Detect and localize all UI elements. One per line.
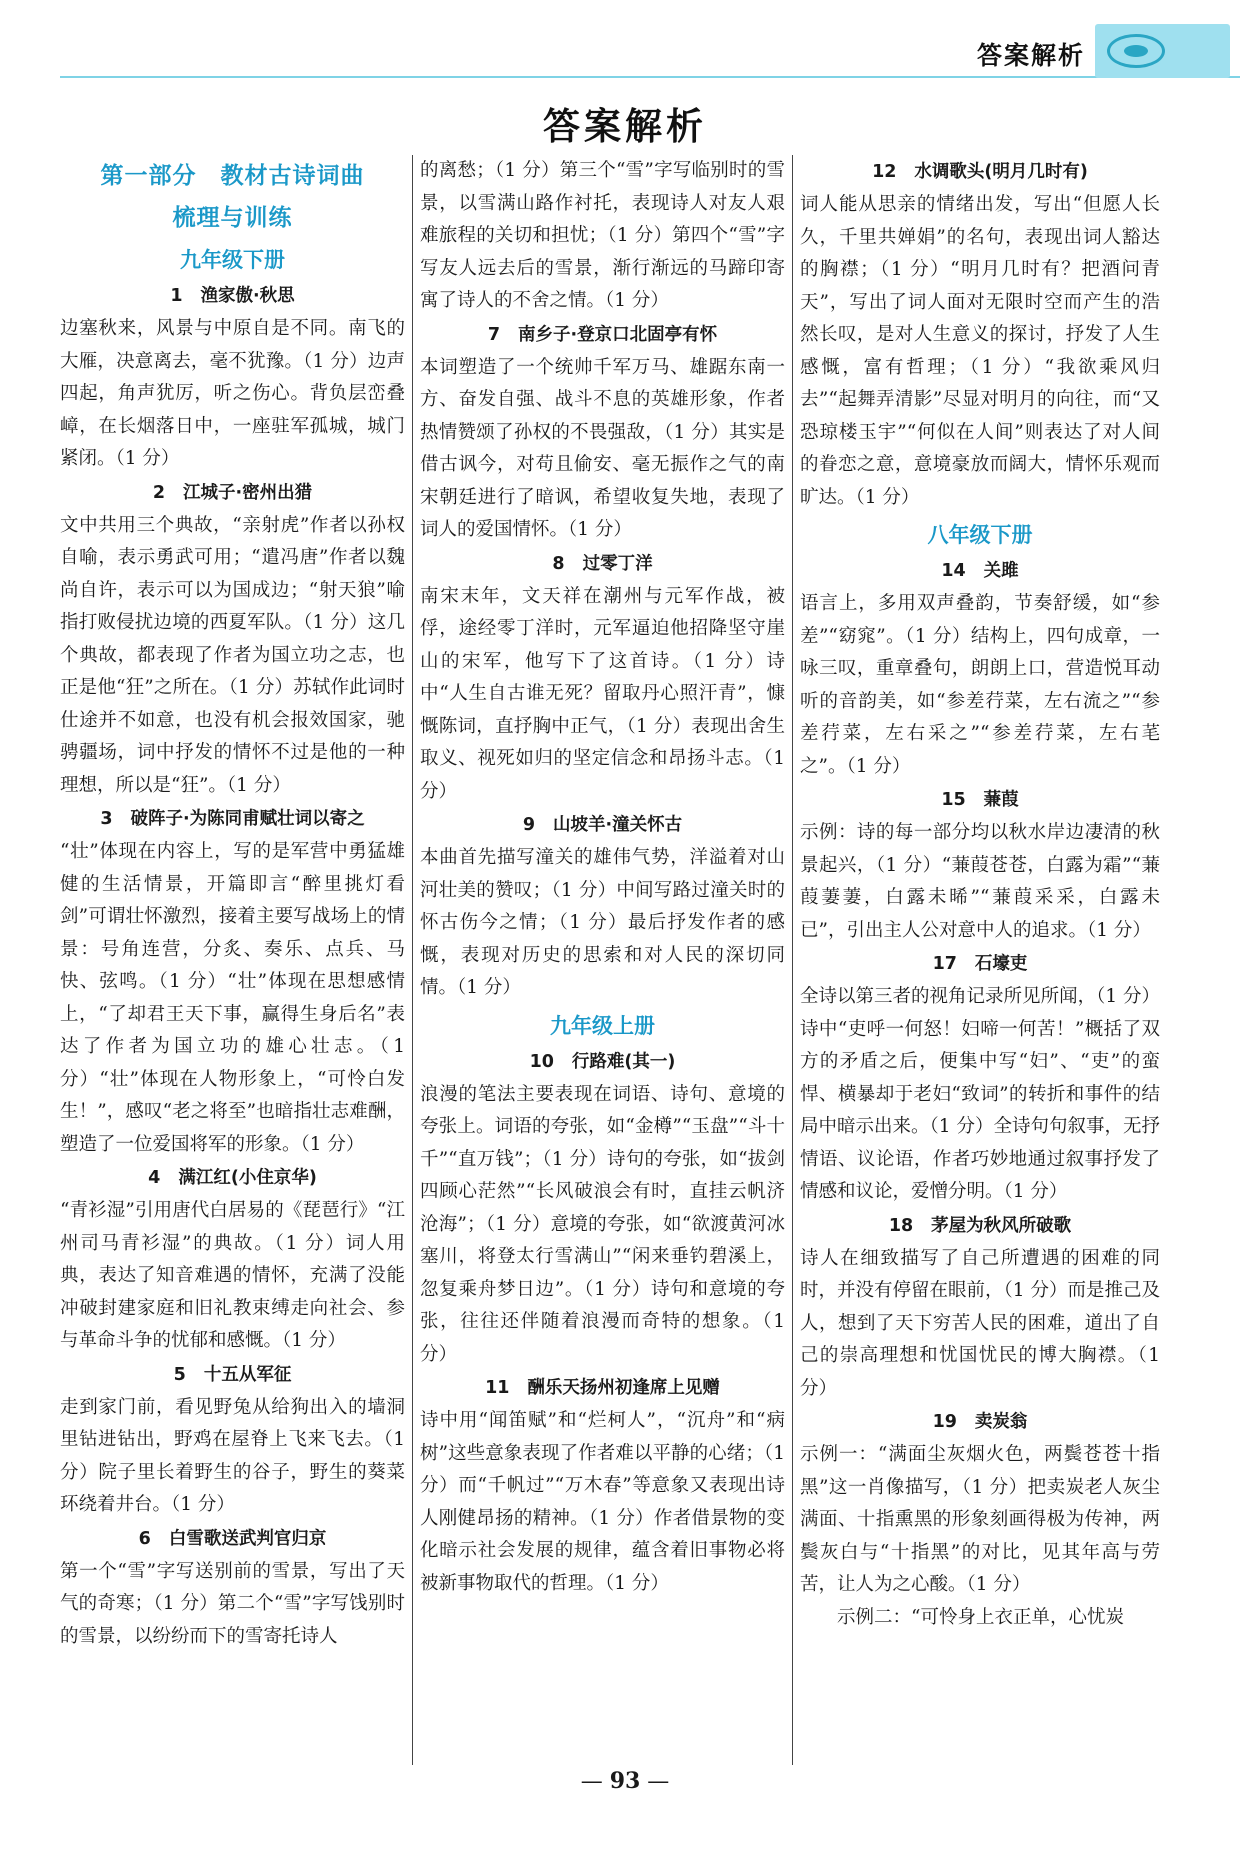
poem-title: 过零丁洋 bbox=[582, 553, 653, 574]
column-divider bbox=[412, 155, 413, 1765]
poem-number: 18 bbox=[888, 1215, 914, 1236]
poem-number: 3 bbox=[100, 809, 113, 829]
poem-number: 14 bbox=[941, 561, 966, 581]
grade-heading: 八年级下册 bbox=[927, 523, 1033, 547]
poem-heading bbox=[800, 947, 1160, 981]
poem-title: 石壕吏 bbox=[974, 954, 1028, 974]
poem-heading bbox=[800, 554, 1160, 588]
header-label: 答案解析 bbox=[976, 41, 1085, 70]
poem-number: 6 bbox=[138, 1528, 151, 1549]
poem-number: 8 bbox=[552, 553, 565, 574]
poem-number: 12 bbox=[872, 162, 897, 182]
answer-paragraph: 的离愁；（1 分）第三个“雪”字写临别时的雪景，以雪满山路作衬托，表现诗人对友人艰难旅程的关切和担忧；（1 分）第四个“雪”字写友人远去后的雪景，渐行渐远的马蹄印寄寓了诗人的不舍之情。（1 分） bbox=[420, 160, 785, 311]
answer-paragraph: “壮”体现在内容上，写的是军营中勇猛雄健的生活情景，开篇即言“醉里挑灯看剑”可谓壮怀激烈，接着主要写战场上的情景：号角连营，分炙、奏乐、点兵、马快、弦鸣。（1 分）“壮”体现在思想感情上，“了却君王天下事，赢得生身后名”表达了作者为国立功的雄心壮志。（1 分）“壮”体现在人物形象上，“可怜白发生！”，感叹“老之将至”也暗指壮志难酬，塑造了一位爱国将军的形象。（1 分） bbox=[60, 841, 405, 1155]
poem-title: 白雪歌送武判官归京 bbox=[168, 1528, 327, 1549]
poem-heading bbox=[800, 783, 1160, 817]
column-divider bbox=[792, 155, 793, 1765]
poem-title: 卖炭翁 bbox=[974, 1412, 1028, 1432]
poem-number: 2 bbox=[152, 482, 166, 503]
poem-title: 渔家傲·秋思 bbox=[200, 286, 295, 306]
answer-paragraph: 诗中用“闻笛赋”和“烂柯人”，“沉舟”和“病树”这些意象表现了作者难以平静的心绪；（1 分）而“千帆过”“万木春”等意象又表现出诗人刚健昂扬的精神。（1 分）作者借景物的变化暗示社会发展的规律，蕴含着旧事物必将被新事物取代的哲理。（1 分） bbox=[420, 1410, 785, 1594]
poem-number: 10 bbox=[529, 1051, 554, 1072]
poem-title: 南乡子·登京口北固亭有怀 bbox=[518, 324, 718, 345]
poem-heading bbox=[420, 808, 785, 842]
poem-title: 茅屋为秋风所破歌 bbox=[931, 1215, 1072, 1236]
poem-title: 山坡羊·潼关怀古 bbox=[553, 815, 683, 835]
answer-paragraph: 文中共用三个典故，“亲射虎”作者以孙权自喻，表示勇武可用；“遣冯唐”作者以魏尚自许，表示可以为国成边；“射天狼”喻指打败侵扰边境的西夏军队。（1 分）这几个典故，都表现了作者为国立功之志，也正是他“狂”之所在。（1 分）苏轼作此词时仕途并不如意，也没有机会报效国家，驰骋疆场，词中抒发的情怀不过是他的一种理想，所以是“狂”。（1 分） bbox=[60, 514, 405, 796]
poem-number: 11 bbox=[485, 1378, 510, 1398]
answer-paragraph: 词人能从思亲的情绪出发，写出“但愿人长久，千里共婵娟”的名句，表现出词人豁达的胸襟；（1 分）“明月几时有？把酒问青天”，写出了词人面对无限时空而产生的浩然长叹，是对人生意义的探讨，抒发了人生感慨，富有哲理；（1 分）“我欲乘风归去”“起舞弄清影”尽显对明月的向往，而“又恐琼楼玉宇”“何似在人间”则表达了对人间的眷恋之意，意境豪放而阔大，情怀乐观而旷达。（1 分） bbox=[800, 194, 1160, 508]
poem-title: 十五从军征 bbox=[203, 1364, 292, 1385]
poem-heading bbox=[420, 1371, 785, 1405]
page-number: — 93 — bbox=[0, 1768, 1250, 1794]
answer-paragraph: 走到家门前，看见野兔从给狗出入的墙洞里钻进钻出，野鸡在屋脊上飞来飞去。（1 分）院子里长着野生的谷子，野生的葵菜环绕着井台。（1 分） bbox=[60, 1396, 405, 1515]
poem-title: 行路难(其一) bbox=[571, 1051, 676, 1072]
poem-number: 19 bbox=[932, 1412, 957, 1432]
poem-heading bbox=[60, 279, 405, 313]
answer-paragraph: 本曲首先描写潼关的雄伟气势，洋溢着对山河壮美的赞叹；（1 分）中间写路过潼关时的怀古伤今之情；（1 分）最后抒发作者的感慨，表现对历史的思索和对人民的深切同情。（1 分） bbox=[420, 847, 785, 998]
poem-title: 破阵子·为陈同甫赋壮词以寄之 bbox=[130, 809, 365, 829]
answer-paragraph: 语言上，多用双声叠韵，节奏舒缓，如“参差”“窈窕”。（1 分）结构上，四句成章，一咏三叹，重章叠句，朗朗上口，营造悦耳动听的音韵美，如“参差荇菜，左右流之”“参差荇菜，左右采之”“参差荇菜，左右芼之”。（1 分） bbox=[800, 593, 1160, 777]
poem-number: 17 bbox=[932, 954, 957, 974]
poem-title: 满江红(小住京华) bbox=[178, 1168, 317, 1188]
poem-number: 4 bbox=[148, 1168, 161, 1188]
answer-paragraph: 诗人在细致描写了自己所遭遇的困难的同时，并没有停留在眼前，（1 分）而是推己及人，想到了天下穷苦人民的困难，道出了自己的崇高理想和忧国忧民的博大胸襟。（1 分） bbox=[800, 1247, 1160, 1399]
header-bar bbox=[60, 18, 1240, 78]
answer-paragraph: 第一个“雪”字写送别前的雪景，写出了天气的奇寒；（1 分）第二个“雪”字写饯别时的雪景，以纷纷而下的雪寄托诗人 bbox=[60, 1560, 405, 1647]
poem-title: 水调歌头(明月几时有) bbox=[914, 162, 1088, 182]
answer-paragraph: “青衫湿”引用唐代白居易的《琵琶行》“江州司马青衫湿”的典故。（1 分）词人用典，表达了知音难遇的情怀，充满了没能冲破封建家庭和旧礼教束缚走向社会、参与革命斗争的忧郁和感慨。（1 分） bbox=[60, 1200, 405, 1351]
column-1 bbox=[60, 155, 405, 1653]
poem-heading bbox=[800, 155, 1160, 189]
grade-heading: 九年级下册 bbox=[180, 248, 285, 272]
grade-heading: 九年级上册 bbox=[550, 1013, 655, 1038]
poem-heading bbox=[420, 1045, 785, 1079]
poem-heading bbox=[420, 318, 785, 352]
poem-title: 江城子·密州出猎 bbox=[183, 482, 313, 503]
poem-heading bbox=[60, 802, 405, 836]
poem-number: 9 bbox=[522, 815, 536, 835]
answer-paragraph: 本词塑造了一个统帅千军万马、雄踞东南一方、奋发自强、战斗不息的英雄形象，作者热情赞颂了孙权的不畏强敌，（1 分）其实是借古讽今，对苟且偷安、毫无振作之气的南宋朝廷进行了暗讽，希望收复失地，表现了词人的爱国情怀。（1 分） bbox=[420, 356, 785, 540]
answer-paragraph: 示例二：“可怜身上衣正单，心忧炭 bbox=[800, 1606, 1124, 1628]
section-title: 梳理与训练 bbox=[172, 205, 293, 231]
poem-title: 蒹葭 bbox=[983, 790, 1019, 810]
column-3 bbox=[800, 155, 1160, 1634]
poem-heading bbox=[60, 1522, 405, 1556]
poem-heading bbox=[60, 476, 405, 510]
column-2 bbox=[420, 155, 785, 1600]
answer-paragraph: 浪漫的笔法主要表现在词语、诗句、意境的夸张上。词语的夸张，如“金樽”“玉盘”“斗十千”“直万钱”；（1 分）诗句的夸张，如“拔剑四顾心茫然”“长风破浪会有时，直挂云帆济沧海”；（1 分）意境的夸张，如“欲渡黄河冰塞川，将登太行雪满山”“闲来垂钓碧溪上，忽复乘舟梦日边”。（1 分）诗句和意境的夸张，往往还伴随着浪漫而奇特的想象。（1 分） bbox=[420, 1083, 785, 1365]
poem-number: 15 bbox=[941, 790, 966, 810]
answer-paragraph: 示例一：“满面尘灰烟火色，两鬓苍苍十指黑”这一肖像描写，（1 分）把卖炭老人灰尘满面、十指熏黑的形象刻画得极为传神，两鬓灰白与“十指黑”的对比，见其年高与劳苦，让人为之心酸。（1 分） bbox=[800, 1444, 1160, 1595]
page-title: 答案解析 bbox=[543, 105, 707, 148]
poem-title: 关雎 bbox=[983, 561, 1019, 581]
poem-heading bbox=[60, 1358, 405, 1392]
poem-number: 5 bbox=[173, 1364, 186, 1385]
answer-paragraph: 南宋末年，文天祥在潮州与元军作战，被俘，途经零丁洋时，元军逼迫他招降坚守崖山的宋军，他写下了这首诗。（1 分）诗中“人生自古谁无死？留取丹心照汗青”，慷慨陈词，直抒胸中正气，（1 分）表现出舍生取义、视死如归的坚定信念和昂扬斗志。（1 分） bbox=[420, 585, 785, 802]
answer-paragraph: 边塞秋来，风景与中原自是不同。南飞的大雁，决意离去，毫不犹豫。（1 分）边声四起，角声犹厉，听之伤心。背负层峦叠嶂，在长烟落日中，一座驻军孤城，城门紧闭。（1 分） bbox=[60, 318, 405, 469]
answer-paragraph: 全诗以第三者的视角记录所见所闻，（1 分）诗中“吏呼一何怒！妇啼一何苦！”概括了双方的矛盾之后，便集中写“妇”、“吏”的蛮悍、横暴却于老妇“致词”的转折和事件的结局中暗示出来。（1 分）全诗句句叙事，无抒情语、议论语，作者巧妙地通过叙事抒发了情感和议论，爱憎分明。（1 分） bbox=[800, 986, 1160, 1202]
header-logo-icon bbox=[1095, 24, 1230, 78]
poem-heading bbox=[800, 1405, 1160, 1439]
poem-heading bbox=[800, 1209, 1160, 1243]
poem-heading bbox=[60, 1161, 405, 1195]
answer-paragraph: 示例：诗的每一部分均以秋水岸边凄清的秋景起兴，（1 分）“蒹葭苍苍，白露为霜”“蒹葭萋萋，白露未晞”“蒹葭采采，白露未已”，引出主人公对意中人的追求。（1 分） bbox=[800, 822, 1160, 941]
poem-title: 酬乐天扬州初逢席上见赠 bbox=[527, 1378, 720, 1398]
poem-number: 1 bbox=[170, 286, 183, 306]
poem-heading bbox=[420, 547, 785, 581]
poem-number: 7 bbox=[487, 324, 501, 345]
section-title: 第一部分 教材古诗词曲 bbox=[100, 163, 365, 189]
